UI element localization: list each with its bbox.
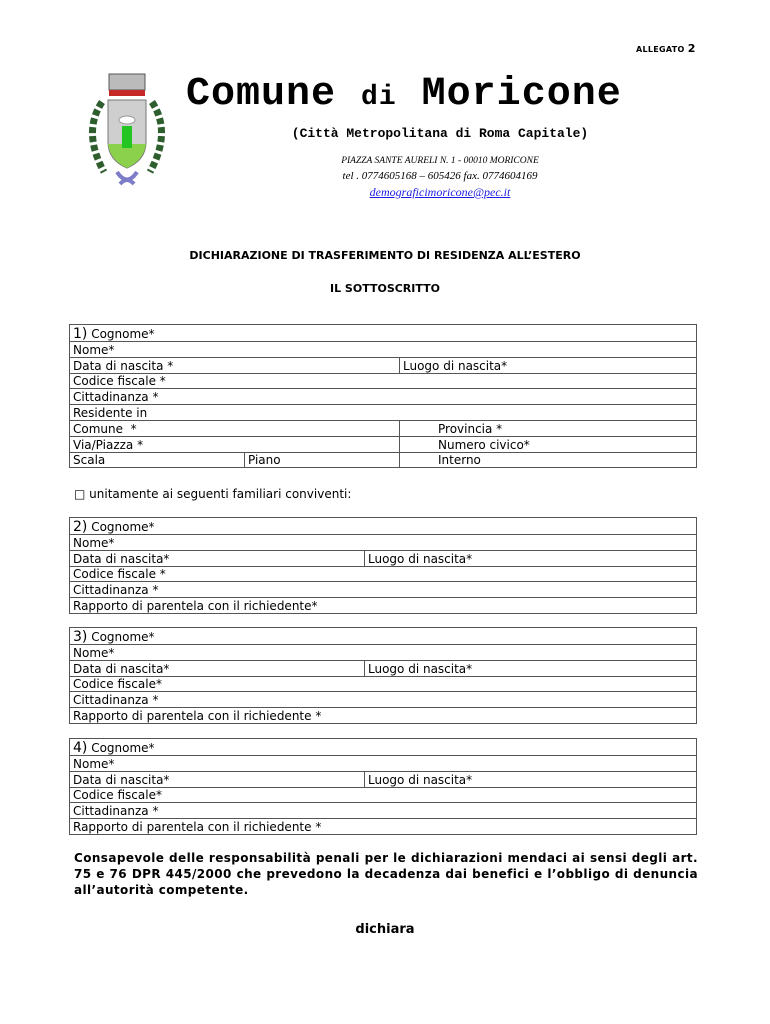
cognome-label: Cognome* (91, 520, 155, 534)
family-member-table-4 (69, 738, 697, 835)
allegato-label (636, 42, 696, 55)
nome-field[interactable]: Nome* (70, 756, 697, 772)
cognome-field[interactable] (70, 518, 697, 535)
data-nascita-field[interactable]: Data di nascita* (70, 550, 365, 566)
row-number: 2) (73, 519, 88, 535)
luogo-nascita-field[interactable]: Luogo di nascita* (365, 771, 697, 787)
title-comune: Comune (186, 72, 337, 117)
codice-fiscale-field[interactable]: Codice fiscale* (70, 787, 697, 803)
data-nascita-field[interactable]: Data di nascita* (70, 660, 365, 676)
nome-field[interactable]: Nome* (70, 645, 697, 661)
applicant-form-table (69, 324, 697, 468)
liability-statement: Consapevole delle responsabilità penali per le dichiarazioni mendaci ai sensi degli art. 75 e 76 DPR 445/2000 che prevedono la decadenza dai benefici e l’obbligo di denuncia all’autorità competente. (74, 851, 698, 897)
allegato-number: 2 (687, 42, 696, 55)
cittadinanza-field[interactable]: Cittadinanza * (70, 582, 697, 598)
codice-fiscale-field[interactable]: Codice fiscale* (70, 676, 697, 692)
email-link[interactable]: demograficimoricone@pec.it (369, 185, 511, 199)
row-number: 4) (73, 740, 88, 756)
phone-fax: tel . 0774605168 – 605426 fax. 0774604169 (342, 170, 538, 182)
data-nascita-field[interactable]: Data di nascita * (70, 357, 400, 373)
scala-field[interactable]: Scala (70, 452, 245, 468)
row-number: 1) (73, 326, 88, 342)
declares-heading: dichiara (355, 922, 415, 937)
cittadinanza-field[interactable]: Cittadinanza * (70, 389, 697, 405)
nome-field[interactable]: Nome* (70, 342, 697, 358)
via-field[interactable]: Via/Piazza * (70, 436, 400, 452)
codice-fiscale-field[interactable]: Codice fiscale * (70, 566, 697, 582)
luogo-nascita-field[interactable]: Luogo di nascita* (400, 357, 697, 373)
address: PIAZZA SANTE AURELI N. 1 - 00010 MORICONE (341, 156, 539, 166)
title-di: di (361, 82, 397, 113)
residente-label: Residente in (70, 405, 697, 421)
subtitle: (Città Metropolitana di Roma Capitale) (291, 126, 589, 141)
rapporto-field[interactable]: Rapporto di parentela con il richiedente* (70, 598, 697, 614)
provincia-field[interactable]: Provincia * (400, 420, 697, 436)
title-moricone: Moricone (421, 72, 622, 117)
cittadinanza-field[interactable]: Cittadinanza * (70, 803, 697, 819)
comune-field[interactable]: Comune * (70, 420, 400, 436)
codice-fiscale-field[interactable]: Codice fiscale * (70, 373, 697, 389)
piano-field[interactable]: Piano (245, 452, 400, 468)
cognome-label: Cognome* (91, 327, 155, 341)
nome-field[interactable]: Nome* (70, 535, 697, 551)
interno-field[interactable]: Interno (400, 452, 697, 468)
family-checkbox[interactable]: □ unitamente ai seguenti familiari conviventi: (74, 487, 352, 501)
family-member-table-3 (69, 627, 697, 724)
luogo-nascita-field[interactable]: Luogo di nascita* (365, 550, 697, 566)
data-nascita-field[interactable]: Data di nascita* (70, 771, 365, 787)
cittadinanza-field[interactable]: Cittadinanza * (70, 692, 697, 708)
family-member-table-2 (69, 517, 697, 614)
cognome-field[interactable] (70, 325, 697, 342)
luogo-nascita-field[interactable]: Luogo di nascita* (365, 660, 697, 676)
document-heading: DICHIARAZIONE DI TRASFERIMENTO DI RESIDENZA ALL’ESTERO (189, 249, 581, 262)
row-number: 3) (73, 629, 88, 645)
allegato-text: ALLEGATO (636, 45, 685, 54)
cognome-field[interactable] (70, 628, 697, 645)
civico-field[interactable]: Numero civico* (400, 436, 697, 452)
section-heading: IL SOTTOSCRITTO (330, 282, 440, 295)
cognome-label: Cognome* (91, 630, 155, 644)
rapporto-field[interactable]: Rapporto di parentela con il richiedente * (70, 819, 697, 835)
rapporto-field[interactable]: Rapporto di parentela con il richiedente * (70, 708, 697, 724)
cognome-field[interactable] (70, 739, 697, 756)
cognome-label: Cognome* (91, 741, 155, 755)
municipality-title (186, 72, 622, 117)
